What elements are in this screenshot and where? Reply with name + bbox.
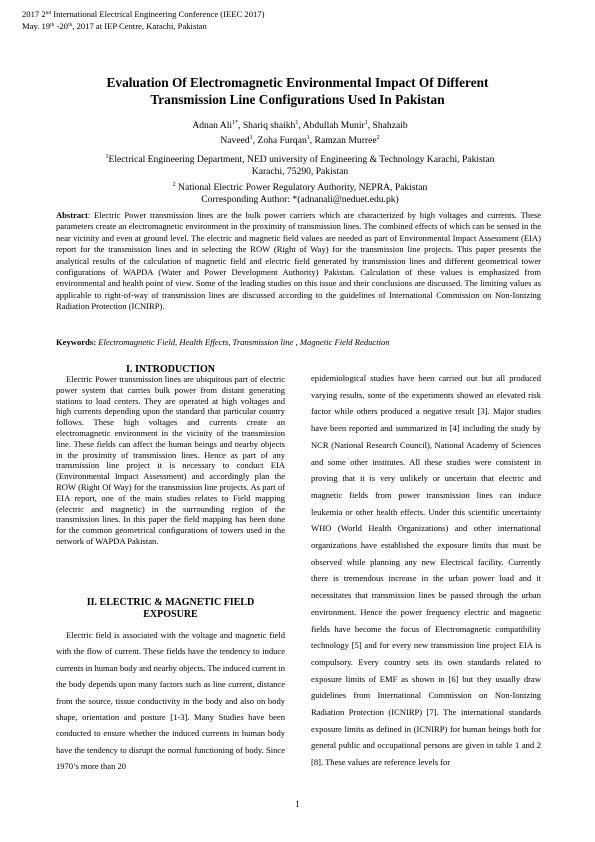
section2-heading: II. ELECTRIC & MAGNETIC FIELD EXPOSURE xyxy=(86,597,255,620)
abstract xyxy=(56,210,541,313)
page-number: 1 xyxy=(295,799,300,809)
author-list xyxy=(120,117,480,147)
conference-header-line1: 2017 2nd International Electrical Engineering Conference (IEEC 2017) xyxy=(22,9,265,19)
author-line1: Adnan Ali$^{1*}$, Shariq shaikh$^1$, Abdullah Munir$^1$, Shahzaib xyxy=(192,120,408,132)
affiliation-line2: Karachi, 75290, Pakistan xyxy=(251,166,349,178)
corresponding-author: Corresponding Author: *(adnanali@neduet.edu.pk) xyxy=(201,193,399,205)
keywords-text: Electromagnetic Field, Health Effects, Transmission line , Magnetic Field Reduction xyxy=(96,337,390,347)
paper-title xyxy=(30,74,565,108)
section1-body: Electric Power transmission lines are ubiquitous part of electric power system that carries bulk power from distant generating stations to load centers. They are operated at high voltages and high currents depending upon the standard that particular country follows. These high voltages and currents create an electromagnetic environment in the vicinity of the transmission line. These fields can affect the human beings and nearby objects in the proximity of transmission lines. Hence as part of any transmission line project it is necessary to conduct EIA (Environmental Impact Assessment) and accordingly plan the ROW (Right Of Way) for the transmission line projects. As part of EIA report, one of the main studies relates to Field mapping (electric and magnetic) in the surrounding region of the transmission lines. In this paper the field mapping has been done for the common geometrical configurations of towers used in the network of WAPDA Pakistan. xyxy=(56,374,285,546)
affiliations xyxy=(60,151,540,206)
keywords xyxy=(56,337,541,347)
conference-header-line2: May. 19th -20th, 2017 at IEP Centre, Karachi, Pakistan xyxy=(22,21,207,31)
section1-heading: I. INTRODUCTION xyxy=(126,364,215,375)
abstract-label: Abstract xyxy=(56,210,88,220)
paper-title-line1: Evaluation Of Electromagnetic Environmental Impact Of Different xyxy=(106,75,489,90)
abstract-text: : Electric Power transmission lines are the bulk power carriers which are characterized by high voltages and currents. These parameters create an electromagnetic environment in the proximity of transmission lines. The combined effects of which can be sensed in the near vicinity and even at ground level. The electric and magnetic field values are needed as part of Environmental Impact Assessment (EIA) report for the transmission lines and in selecting the ROW (Right of Way) for the transmission line projects. This paper presents the analytical results of the calculation of magnetic field and electric field generated by transmission lines and different geometrical tower configurations of WAPDA (Water and Power Development Authority) Pakistan. Calculation of these values is emphasized from environmental and health point of view. Some of the leading studies on this issue and their conclusions are discussed. The limiting values as applicable to right-of-way of transmission lines are discussed according to the guidelines of International Commission on Non-Ionizing Radiation Protection (ICNIRP). xyxy=(56,210,541,312)
affiliation-line3: $^2$ National Electric Power Regulatory Authority, NEPRA, Pakistan xyxy=(172,181,428,193)
section2-body: Electric field is associated with the voltage and magnetic field with the flow of current. These fields have the tendency to induce currents in human body and nearby objects. The induced current in the body depends upon many factors such as line current, distance from the source, tissue conductivity in the body and also on body shape, orientation and posture [1-3]. Many Studies have been conducted to ensure whether the induced currents in human body have the tendency to disrupt the normal functioning of body. Since 1970’s more than 20 xyxy=(56,630,285,772)
keywords-label: Keywords: xyxy=(56,337,97,347)
affiliation-line1: $^1$Electrical Engineering Department, NED university of Engineering & Technology Karachi, Pakistan xyxy=(105,154,495,166)
author-line2: Naveed$^1$, Zoha Furqan$^1$, Ramzan Murree$^2$ xyxy=(220,135,380,147)
paper-title-line2: Transmission Line Configurations Used In Pakistan xyxy=(150,92,445,107)
column2-body: epidemiological studies have been carried out but all produced varying results, some of the experiments showed an elevated risk factor while others produced a negative result [3]. Major studies have been reported and summarized in [4] including the study by NCR (National Research Council), National Academy of Sciences and some other institutes. All these studies were consistent in proving that it is very unlikely or uncertain that electric and magnetic fields from power transmission lines can induce leukemia or other health effects. Under this scientific uncertainty WHO (World Health Organizations) and other international organizations have established the exposure limits that must be observed while planning any new Electrical facility. Currently there is tremendous increase in the urban power load and it necessitates that transmission lines be passed through the urban environment. Hence the power frequency electric and magnetic fields have become the focus of Electromagnetic compatibility technology [5] and for every new transmission line project EIA is compulsory. Every country sets its own standards related to exposure limits of EMF as shown in [6] but they usually draw guidelines from International Commission on Non-Ionizing Radiation Protection (ICNIRP) [7]. The international standards exposure limits as defined in (ICNIRP) for human beings both for general public and occupational persons are given in table 1 and 2 [8]. These values are reference levels for xyxy=(311,373,541,768)
